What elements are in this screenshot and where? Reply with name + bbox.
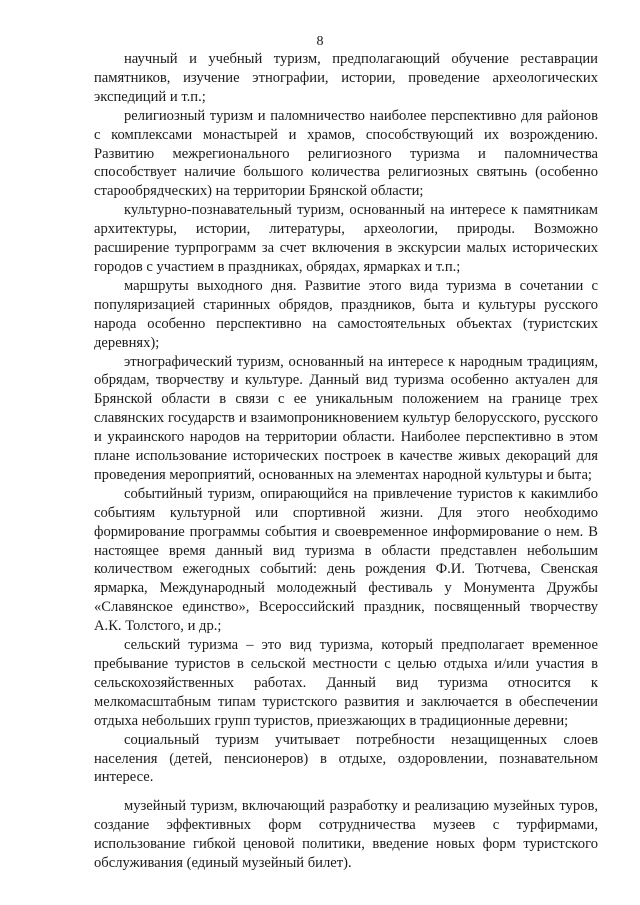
document-body <box>94 50 598 873</box>
paragraph-religious-tourism: религиозный туризм и паломничество наиболее перспективно для районов с комплексами монастырей и храмов, способствующий их возрождению. Развитию межрегионального религиозного туризма и паломничества способствует наличие большого количества религиозных святынь (особенно старообрядческих) на территории Брянской области; <box>94 107 598 200</box>
paragraph-social-tourism: социальный туризм учитывает потребности незащищенных слоев населения (детей, пенсионеров) в отдыхе, оздоровлении, познавательном интересе. <box>94 731 598 786</box>
paragraph-weekend-routes: маршруты выходного дня. Развитие этого вида туризма в сочетании с популяризацией старинных обрядов, праздников, быта и культуры русского народа особенно перспективно на самостоятельных объектах (туристских деревнях); <box>94 277 598 351</box>
paragraph-ethnographic-tourism: этнографический туризм, основанный на интересе к народным традициям, обрядам, творчеству и культуре. Данный вид туризма особенно актуален для Брянской области в связи с ее уникальным положением на границе трех славянских государств и взаимопроникновением культур белорусского, русского и украинского народов на территории области. Наиболее перспективно в этом плане использование исторических построек в качестве живых декораций для проведения мероприятий, основанных на элементах народной культуры и быта; <box>94 353 598 483</box>
paragraph-rural-tourism: сельский туризма – это вид туризма, который предполагает временное пребывание туристов в сельской местности с целью отдыха и/или участия в сельскохозяйственных работах. Данный вид туризма относится к мелкомасштабным типам туристского развития и заключается в обеспечении отдыха небольших групп туристов, приезжающих в традиционные деревни; <box>94 637 598 729</box>
paragraph-event-tourism: событийный туризм, опирающийся на привлечение туристов к какимлибо событиям культурной или спортивной жизни. Для этого необходимо формирование программы события и своевременное информирование о нем. В настоящее время данный вид туризма в области представлен небольшим количеством ежегодных событий: день рождения Ф.И. Тютчева, Свенская ярмарка, Международный молодежный фестиваль у Монумента Дружбы «Славянское единство», Всероссийский праздник, посвященный творчеству А.К. Толстого, и др.; <box>94 485 598 635</box>
paragraph-scientific-tourism: научный и учебный туризм, предполагающий обучение реставрации памятников, изучение этнографии, истории, проведение археологических экспедиций и т.п.; <box>94 51 598 105</box>
paragraph-museum-tourism: музейный туризм, включающий разработку и реализацию музейных туров, создание эффективных форм сотрудничества музеев с турфирмами, использование гибкой ценовой политики, введение новых форм туристского обслуживания (единый музейный билет). <box>94 798 598 872</box>
paragraph-cultural-tourism: культурно-познавательный туризм, основанный на интересе к памятникам архитектуры, истории, литературы, археологии, природы. Возможно расширение турпрограмм за счет включения в экскурсии малых исторических городов с участием в праздниках, обрядах, ярмарках и т.п.; <box>94 202 598 275</box>
page-number: 8 <box>316 34 324 49</box>
